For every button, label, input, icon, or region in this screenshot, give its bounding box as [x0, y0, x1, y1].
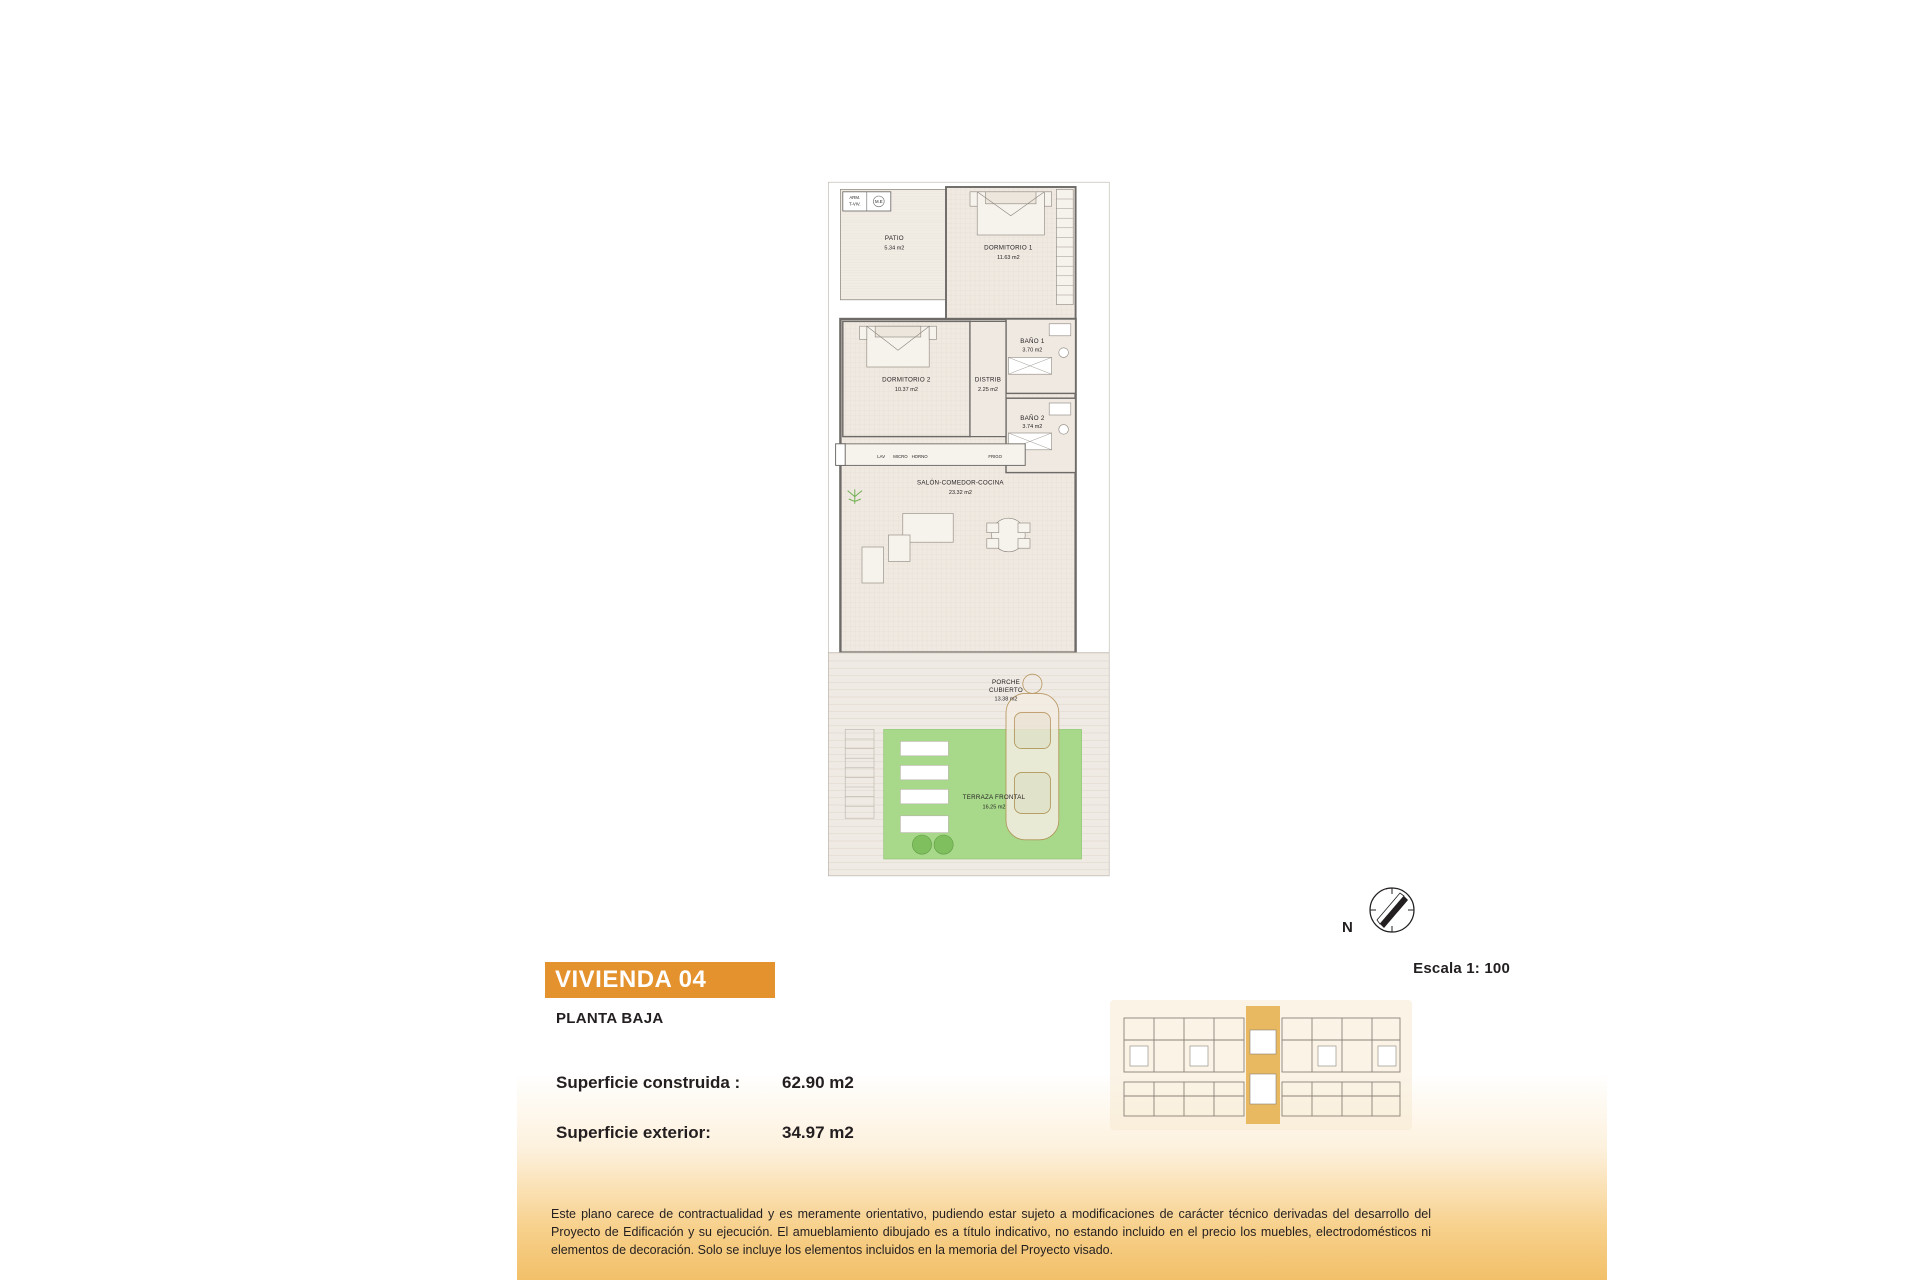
kitchen-label-frigo: FRIGO: [988, 454, 1003, 460]
surface-built-value: 62.90 m2: [782, 1073, 854, 1092]
room-name-salon: SALÓN-COMEDOR-COCINA: [916, 479, 1004, 487]
surface-built-label: Superficie construida :: [556, 1073, 741, 1092]
room-name-dorm1: DORMITORIO 1: [984, 244, 1033, 252]
room-name-terraza: TERRAZA FRONTAL: [962, 794, 1026, 801]
room-name-porche-l1: PORCHE: [991, 678, 1021, 686]
room-name-bano2: BAÑO 2: [1020, 414, 1045, 422]
upper-block: [840, 187, 1075, 319]
room-area-terraza: 16.25 m2: [982, 804, 1006, 811]
kitchen-label-lav: LAV: [877, 454, 886, 460]
room-name-patio: PATIO: [884, 234, 904, 242]
compass-north-label: N: [1342, 919, 1353, 936]
key-site-map: [1110, 1000, 1412, 1130]
room-area-patio: 5.34 m2: [884, 245, 905, 252]
floor-plan: [820, 175, 1120, 895]
room-area-porche: 13.38 m2: [994, 696, 1018, 703]
room-area-dorm1: 11.63 m2: [997, 255, 1020, 261]
kitchen-label-micro: MICRO: [893, 454, 908, 460]
page-subtitle: PLANTA BAJA: [556, 1010, 664, 1027]
meter-label-2: T-VIV.: [849, 201, 861, 207]
meter-label-3: M.E: [874, 199, 883, 205]
scale-label: Escala 1: 100: [1413, 960, 1510, 977]
page-title: VIVIENDA 04: [555, 966, 707, 993]
surface-exterior-label: Superficie exterior:: [556, 1123, 711, 1142]
room-area-bano1: 3.70 m2: [1022, 347, 1043, 354]
room-name-porche-l2: CUBIERTO: [989, 687, 1023, 695]
room-name-bano1: BAÑO 1: [1020, 338, 1045, 345]
meter-label-1: ARM.: [849, 195, 861, 200]
compass: [1320, 880, 1430, 950]
kitchen-label-horno: HORNO: [911, 454, 928, 460]
room-area-distrib: 2.25 m2: [978, 387, 998, 393]
room-area-dorm2: 10.37 m2: [894, 387, 918, 393]
outdoor-area: [828, 653, 1109, 876]
disclaimer-text: Este plano carece de contractualidad y es meramente orientativo, pudiendo estar sujeto a modificaciones de carácter técnico derivadas del desarrollo del Proyecto de Edificación y su ejecución. El amueblamiento dibujado es a título indicativo, no estando incluido en el precio los muebles, electrodomésticos ni elementos de decoración. Solo se incluye los elementos incluidos en la memoria del Proyecto visado.: [551, 1207, 1431, 1257]
room-name-distrib: DISTRIB: [974, 376, 1002, 384]
room-area-bano2: 3.74 m2: [1022, 424, 1043, 431]
room-area-salon: 23.32 m2: [948, 490, 972, 497]
main-body: [836, 319, 1076, 653]
room-name-dorm2: DORMITORIO 2: [882, 376, 931, 384]
surface-exterior-value: 34.97 m2: [782, 1123, 854, 1142]
title-band: [545, 962, 775, 998]
